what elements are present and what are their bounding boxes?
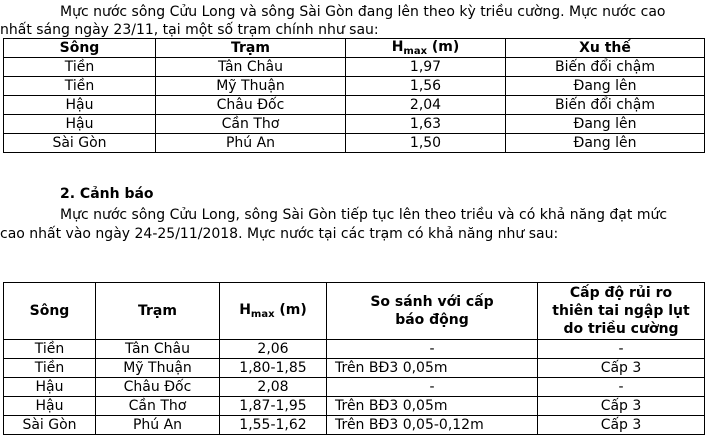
- forecast-water-level-table: [3, 282, 705, 435]
- header-tram: Trạm: [156, 39, 346, 58]
- cell-xuthe: Biến đổi chậm: [506, 96, 705, 115]
- section-2-heading: 2. Cảnh báo: [60, 186, 154, 202]
- table-row: [4, 378, 705, 397]
- header-song: Sông: [4, 283, 96, 340]
- table-row: [4, 340, 705, 359]
- cell-song: Sài Gòn: [4, 134, 156, 153]
- table-row: [4, 397, 705, 416]
- cell-xuthe: Đang lên: [506, 134, 705, 153]
- header-tram: Trạm: [96, 283, 220, 340]
- header-hmax: [220, 283, 327, 340]
- cell-tram: Cần Thơ: [156, 115, 346, 134]
- cell-hmax: 2,08: [220, 378, 327, 397]
- cell-hmax: 2,06: [220, 340, 327, 359]
- table-row: [4, 416, 705, 435]
- table1-body: [4, 58, 705, 153]
- table-row: [4, 115, 705, 134]
- cell-risk-level: -: [538, 378, 705, 397]
- cell-tram: Cần Thơ: [96, 397, 220, 416]
- header-risk-level: Cấp độ rủi ro thiên tai ngập lụt do triều cường: [538, 283, 705, 340]
- cell-tram: Tân Châu: [156, 58, 346, 77]
- cell-hmax: 2,04: [346, 96, 506, 115]
- hmax-letter: H: [239, 302, 251, 318]
- hmax-subscript: max: [250, 309, 275, 320]
- hmax-letter: H: [391, 39, 404, 55]
- hmax-unit: (m): [427, 39, 460, 55]
- cell-song: Hậu: [4, 397, 96, 416]
- table-header-row: [4, 283, 705, 340]
- section-2-line-1: Mực nước sông Cửu Long, sông Sài Gòn tiếp tục lên theo triều và có khả năng đạt mức: [60, 207, 668, 223]
- cell-song: Tiền: [4, 58, 156, 77]
- cell-tram: Tân Châu: [96, 340, 220, 359]
- cell-hmax: 1,80-1,85: [220, 359, 327, 378]
- table-row: [4, 96, 705, 115]
- cell-xuthe: Đang lên: [506, 77, 705, 96]
- cell-risk-level: Cấp 3: [538, 416, 705, 435]
- cell-song: Hậu: [4, 96, 156, 115]
- cell-risk-level: -: [538, 340, 705, 359]
- hmax-subscript: max: [403, 46, 428, 57]
- cell-risk-level: Cấp 3: [538, 397, 705, 416]
- header-xuthe: Xu thế: [506, 39, 705, 58]
- current-water-level-table: [3, 38, 705, 153]
- cell-hmax: 1,97: [346, 58, 506, 77]
- table-row: [4, 359, 705, 378]
- header-comparison: So sánh với cấp báo động: [327, 283, 538, 340]
- cell-hmax: 1,87-1,95: [220, 397, 327, 416]
- cell-hmax: 1,56: [346, 77, 506, 96]
- cell-song: Sài Gòn: [4, 416, 96, 435]
- section-2-line-2: cao nhất vào ngày 24-25/11/2018. Mực nước tại các trạm có khả năng như sau:: [0, 226, 559, 242]
- cell-song: Tiền: [4, 359, 96, 378]
- cell-song: Tiền: [4, 340, 96, 359]
- cell-comparison: Trên BĐ3 0,05-0,12m: [327, 416, 538, 435]
- intro-line-1: Mực nước sông Cửu Long và sông Sài Gòn đang lên theo kỳ triều cường. Mực nước cao: [60, 4, 666, 20]
- intro-line-2: nhất sáng ngày 23/11, tại một số trạm chính như sau:: [0, 22, 379, 38]
- cell-song: Tiền: [4, 77, 156, 96]
- cell-comparison: Trên BĐ3 0,05m: [327, 359, 538, 378]
- hmax-unit: (m): [274, 302, 307, 318]
- cell-tram: Phú An: [96, 416, 220, 435]
- header-hmax: [346, 39, 506, 58]
- cell-comparison: -: [327, 378, 538, 397]
- table-header-row: [4, 39, 705, 58]
- cell-tram: Mỹ Thuận: [96, 359, 220, 378]
- cell-hmax: 1,50: [346, 134, 506, 153]
- cell-tram: Châu Đốc: [156, 96, 346, 115]
- table-row: [4, 58, 705, 77]
- cell-hmax: 1,55-1,62: [220, 416, 327, 435]
- header-song: Sông: [4, 39, 156, 58]
- table-row: [4, 77, 705, 96]
- cell-tram: Châu Đốc: [96, 378, 220, 397]
- cell-hmax: 1,63: [346, 115, 506, 134]
- cell-xuthe: Đang lên: [506, 115, 705, 134]
- cell-comparison: Trên BĐ3 0,05m: [327, 397, 538, 416]
- cell-tram: Phú An: [156, 134, 346, 153]
- cell-risk-level: Cấp 3: [538, 359, 705, 378]
- cell-song: Hậu: [4, 115, 156, 134]
- cell-tram: Mỹ Thuận: [156, 77, 346, 96]
- cell-xuthe: Biến đổi chậm: [506, 58, 705, 77]
- table2-body: [4, 340, 705, 435]
- cell-comparison: -: [327, 340, 538, 359]
- table-row: [4, 134, 705, 153]
- cell-song: Hậu: [4, 378, 96, 397]
